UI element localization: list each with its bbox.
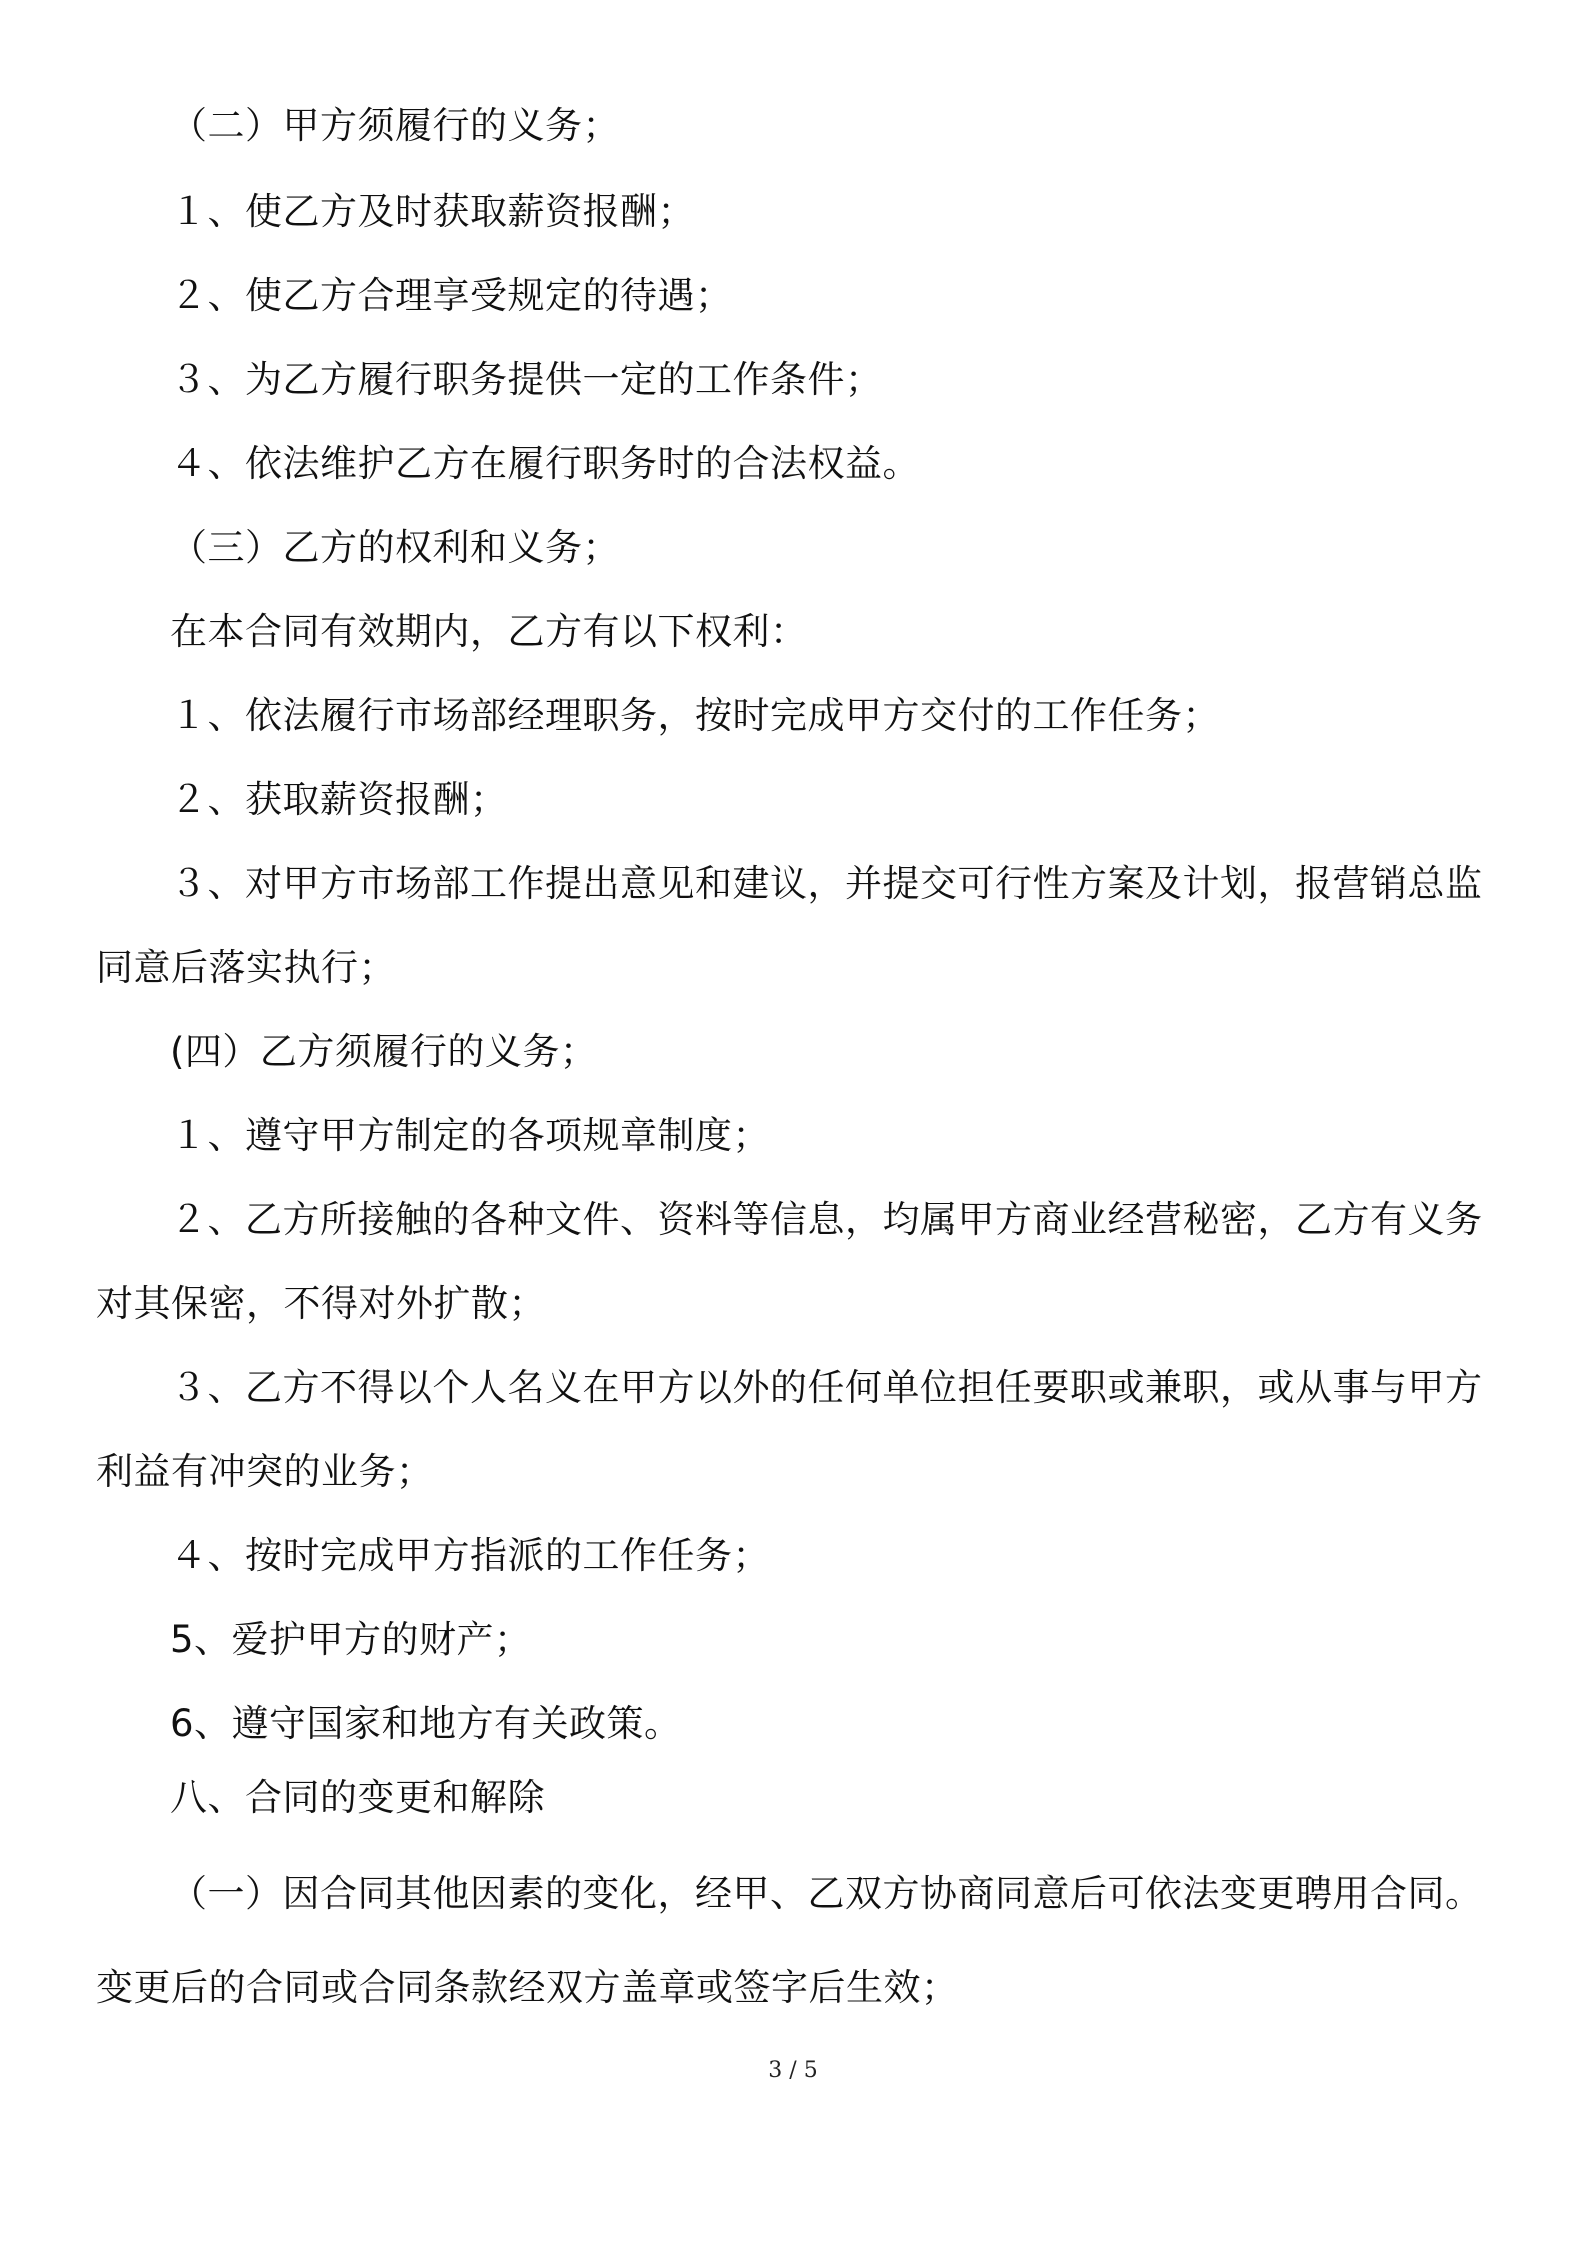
- item-4-6: 6、遵守国家和地方有关政策。: [170, 1702, 682, 1745]
- page-number: 3 / 5: [768, 2058, 818, 2083]
- item-2-4: ４、依法维护乙方在履行职务时的合法权益。: [170, 442, 920, 485]
- item-3-1: １、依法履行市场部经理职务，按时完成甲方交付的工作任务；: [170, 694, 1220, 737]
- item-3-2: ２、获取薪资报酬；: [170, 778, 508, 821]
- heading-section-2: （二）甲方须履行的义务；: [170, 104, 620, 147]
- heading-section-3: （三）乙方的权利和义务；: [170, 526, 620, 569]
- item-4-1: １、遵守甲方制定的各项规章制度；: [170, 1114, 770, 1157]
- item-8-1-line1: （一）因合同其他因素的变化，经甲、乙双方协商同意后可依法变更聘用合同。: [170, 1872, 1483, 1915]
- item-4-3-line2: 利益有冲突的业务；: [96, 1450, 434, 1493]
- item-8-1-line2: 变更后的合同或合同条款经双方盖章或签字后生效；: [96, 1966, 959, 2009]
- item-2-3: ３、为乙方履行职务提供一定的工作条件；: [170, 358, 883, 401]
- item-4-2-line1: ２、乙方所接触的各种文件、资料等信息，均属甲方商业经营秘密，乙方有义务: [170, 1198, 1483, 1241]
- item-4-3-line1: ３、乙方不得以个人名义在甲方以外的任何单位担任要职或兼职，或从事与甲方: [170, 1366, 1483, 1409]
- item-4-4: ４、按时完成甲方指派的工作任务；: [170, 1534, 770, 1577]
- item-2-2: ２、使乙方合理享受规定的待遇；: [170, 274, 733, 317]
- intro-rights: 在本合同有效期内，乙方有以下权利：: [170, 610, 808, 653]
- item-3-3-line1: ３、对甲方市场部工作提出意见和建议，并提交可行性方案及计划，报营销总监: [170, 862, 1483, 905]
- heading-article-8: 八、合同的变更和解除: [170, 1776, 545, 1819]
- item-3-3-line2: 同意后落实执行；: [96, 946, 396, 989]
- item-4-2-line2: 对其保密，不得对外扩散；: [96, 1282, 546, 1325]
- item-2-1: １、使乙方及时获取薪资报酬；: [170, 190, 695, 233]
- item-4-5: 5、爱护甲方的财产；: [170, 1618, 532, 1661]
- heading-section-4: (四）乙方须履行的义务；: [170, 1030, 598, 1073]
